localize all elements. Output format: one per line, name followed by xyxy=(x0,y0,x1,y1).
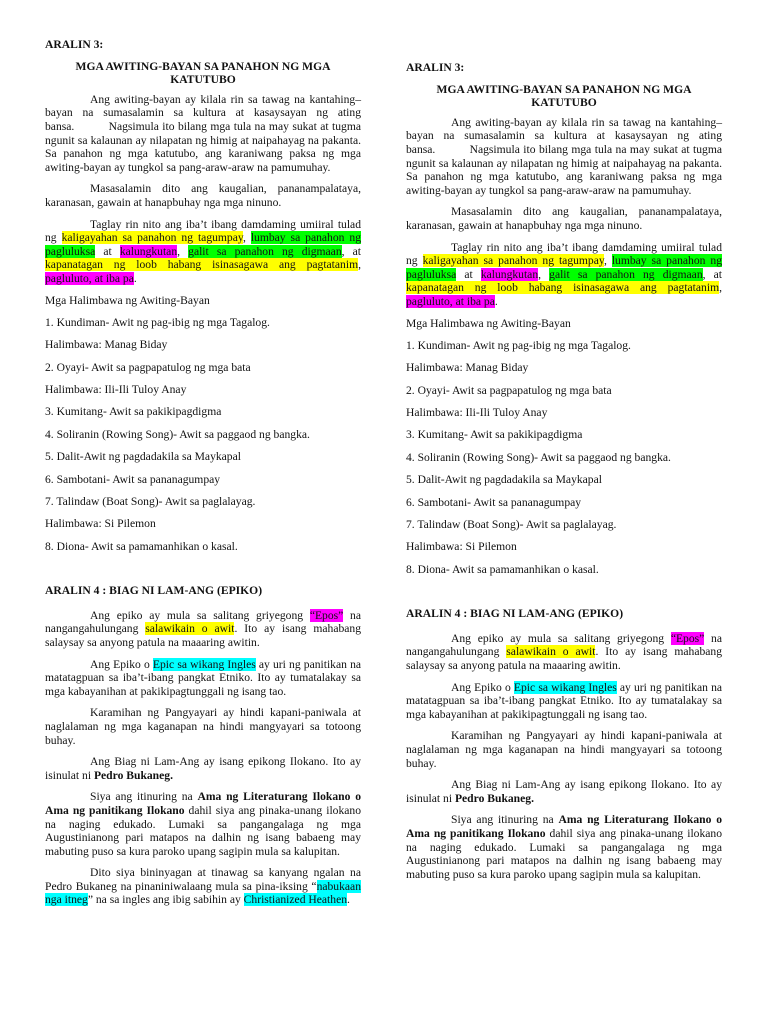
text: Ang Biag ni Lam-Ang ay isang epikong Ilokano. Ito ay isinulat ni xyxy=(406,778,722,805)
highlight-cyan: Epic sa wikang Ingles xyxy=(152,657,256,671)
list-item: 3. Kumitang- Awit sa pakikipagdigma xyxy=(406,428,583,442)
list-item: 8. Diona- Awit sa pamamanhikan o kasal. xyxy=(45,539,238,553)
lesson-3-heading: ARALIN 3: xyxy=(45,38,104,51)
list-item: Halimbawa: Manag Biday xyxy=(406,361,529,375)
highlight-green: lumbay sa panahon ng pagluluksa xyxy=(45,231,362,258)
list-item: Halimbawa: Ili-Ili Tuloy Anay xyxy=(406,406,548,420)
text: Siya ang itinuring na xyxy=(451,813,559,827)
list-item: 1. Kundiman- Awit ng pag-ibig ng mga Tagalog. xyxy=(45,315,270,329)
list-item: 2. Oyayi- Awit sa pagpapatulog ng mga bata xyxy=(45,360,251,374)
paragraph-epic-definition xyxy=(45,658,361,699)
highlight-magenta: pagluluto, at iba pa xyxy=(45,271,134,285)
text: na nangangahulungang xyxy=(406,631,722,659)
text: dahil siya ang pinaka-unang ilokano na naging edukado. Lumaki sa pangangalaga ng mga Augustinianong pari matapos na dalhin ng isang babaeng may mabuting puso sa kura paroko upang sagipin mula sa kalupitan. xyxy=(45,803,361,858)
text: Ang epiko ay mula sa salitang griyegong xyxy=(451,631,671,645)
highlight-yellow: kapanatagan ng loob habang isinasagawa ang pagtatanim xyxy=(406,281,720,295)
paragraph-intro xyxy=(406,116,722,198)
highlight-magenta: kalungkutan xyxy=(480,267,539,281)
highlight-yellow: kaligayahan sa panahon ng tagumpay xyxy=(61,231,243,245)
highlight-magenta: pagluluto, at iba pa xyxy=(406,294,495,308)
paragraph-customs: Masasalamin dito ang kaugalian, pananampalataya, karanasan, gawain at hanapbuhay nga mga ninuno. xyxy=(406,205,722,232)
highlight-yellow: kapanatagan ng loob habang isinasagawa ang pagtatanim xyxy=(45,258,359,272)
highlight-green: lumbay sa panahon ng pagluluksa xyxy=(406,254,723,281)
text: Ang epiko ay mula sa salitang griyegong xyxy=(90,608,310,622)
left-column xyxy=(45,38,361,915)
right-column xyxy=(406,61,722,889)
bold-author: Pedro Bukaneg. xyxy=(454,791,534,805)
list-title: Mga Halimbawa ng Awiting-Bayan xyxy=(406,316,571,330)
paragraph-intro-a: Ang awiting-bayan ay kilala rin sa tawag na kantahing–bayan na sumasalamin sa kultura at kasaysayan ng ating bansa. xyxy=(406,115,722,156)
paragraph-father-of-literature xyxy=(406,813,722,881)
text: , at xyxy=(341,244,361,258)
paragraph-intro-a: Ang awiting-bayan ay kilala rin sa tawag na kantahing–bayan na sumasalamin sa kultura at kasaysayan ng ating bansa. xyxy=(45,92,361,133)
text: , at xyxy=(702,267,722,281)
text: at xyxy=(95,244,120,258)
text: ay uri ng panitikan na matatagpuan sa iba’t-ibang pangkat Etniko. Ito ay tumatalakay sa mga kabayanihan at pakikipagtunggali ng isang tao. xyxy=(406,680,723,721)
text: Dito siya bininyagan at tinawag sa kanyang ngalan na Pedro Bukaneg na pinaniniwalaang mula sa pina-iksing “ xyxy=(45,866,361,893)
list-item: Halimbawa: Ili-Ili Tuloy Anay xyxy=(45,383,187,397)
list-item: 7. Talindaw (Boat Song)- Awit sa paglalayag. xyxy=(45,495,256,509)
lesson-4-heading: ARALIN 4 : BIAG NI LAM-ANG (EPIKO) xyxy=(45,584,263,598)
lesson-3-title: MGA AWITING-BAYAN SA PANAHON NG MGA KATUTUBO xyxy=(436,82,692,110)
list-item: 4. Soliranin (Rowing Song)- Awit sa paggaod ng bangka. xyxy=(45,427,310,441)
highlight-cyan: Christianized Heathen xyxy=(243,893,348,907)
list-item: 4. Soliranin (Rowing Song)- Awit sa paggaod ng bangka. xyxy=(406,450,671,464)
text: Taglay rin nito ang iba’t ibang damdaming umiiral tulad ng xyxy=(406,240,722,268)
paragraph-epic-origin xyxy=(406,632,722,673)
text: , xyxy=(538,267,550,281)
list-item: 7. Talindaw (Boat Song)- Awit sa paglalayag. xyxy=(406,518,617,532)
text: , xyxy=(358,258,361,272)
highlight-yellow: salawikain o awit xyxy=(145,622,235,636)
text: Taglay rin nito ang iba’t ibang damdaming umiiral tulad ng xyxy=(45,217,361,245)
text: ay uri ng panitikan na matatagpuan sa iba’t-ibang pangkat Etniko. Ito ay tumatalakay sa mga kabayanihan at pakikipagtunggali ng isang tao. xyxy=(45,657,362,698)
text: , xyxy=(719,281,722,295)
list-item: 5. Dalit-Awit ng pagdadakila sa Maykapal xyxy=(45,450,241,464)
highlight-yellow: kaligayahan sa panahon ng tagumpay xyxy=(422,254,604,268)
text: . xyxy=(347,893,350,907)
highlight-magenta: “Epos” xyxy=(670,631,705,645)
paragraph-author xyxy=(45,755,361,782)
text: , xyxy=(603,254,612,268)
text: , xyxy=(177,244,189,258)
paragraph-intro xyxy=(45,93,361,175)
text: Ang Epiko o xyxy=(451,680,514,694)
text: ” na sa ingles ang ibig sabihin ay xyxy=(87,893,244,907)
lesson-4-heading: ARALIN 4 : BIAG NI LAM-ANG (EPIKO) xyxy=(406,607,624,621)
list-item: 3. Kumitang- Awit sa pakikipagdigma xyxy=(45,405,222,419)
paragraph-emotions xyxy=(45,218,361,286)
highlight-magenta: “Epos” xyxy=(309,608,344,622)
bold-title: Ama ng Literaturang Ilokano o Ama ng panitikang Ilokano xyxy=(45,790,361,817)
paragraph-customs: Masasalamin dito ang kaugalian, pananampalataya, karanasan, gawain at hanapbuhay nga mga ninuno. xyxy=(45,182,361,209)
lesson-3-heading: ARALIN 3: xyxy=(406,61,465,74)
bold-author: Pedro Bukaneg. xyxy=(93,768,173,782)
highlight-magenta: kalungkutan xyxy=(119,244,178,258)
list-item: 6. Sambotani- Awit sa pananagumpay xyxy=(45,472,221,486)
text: dahil siya ang pinaka-unang ilokano na naging edukado. Lumaki sa pangangalaga ng mga Augustinianong pari matapos na dalhin ng isang babaeng may mabuting puso sa kura paroko upang sagipin mula sa kalupitan. xyxy=(406,826,722,881)
list-item: 2. Oyayi- Awit sa pagpapatulog ng mga bata xyxy=(406,383,612,397)
text: Siya ang itinuring na xyxy=(90,790,198,804)
text: . xyxy=(494,294,498,308)
highlight-green: galit sa panahon ng digmaan xyxy=(549,267,703,281)
text: at xyxy=(456,267,481,281)
paragraph-intro-b: Nagsimula ito bilang mga tula na may sukat at tugma ngunit sa kalaunan ay nilapatan ng himig at naipahayag na pakanta. Sa panahon ng mga katutubo, ang karaniwang paksa ng mga awiting-bayan ay tungkol sa pang-araw-araw na pamumuhay. xyxy=(45,119,361,174)
list-item: Halimbawa: Si Pilemon xyxy=(406,540,517,554)
paragraph-events: Karamihan ng Pangyayari ay hindi kapani-paniwala at naglalaman ng mga kaganapan na hindi mangyayari sa totoong buhay. xyxy=(406,729,722,770)
bold-title: Ama ng Literaturang Ilokano o Ama ng panitikang Ilokano xyxy=(406,813,722,840)
paragraph-intro-b: Nagsimula ito bilang mga tula na may sukat at tugma ngunit sa kalaunan ay nilapatan ng himig at naipahayag na pakanta. Sa panahon ng mga katutubo, ang karaniwang paksa ng mga awiting-bayan ay tungkol sa pang-araw-araw na pamumuhay. xyxy=(406,142,722,197)
list-item: Halimbawa: Manag Biday xyxy=(45,338,168,352)
list-item: 6. Sambotani- Awit sa pananagumpay xyxy=(406,495,582,509)
list-title: Mga Halimbawa ng Awiting-Bayan xyxy=(45,293,210,307)
paragraph-events: Karamihan ng Pangyayari ay hindi kapani-paniwala at naglalaman ng mga kaganapan na hindi mangyayari sa totoong buhay. xyxy=(45,706,361,747)
list-item: 1. Kundiman- Awit ng pag-ibig ng mga Tagalog. xyxy=(406,338,631,352)
paragraph-author xyxy=(406,778,722,805)
paragraph-epic-origin xyxy=(45,609,361,650)
paragraph-father-of-literature xyxy=(45,790,361,858)
paragraph-emotions xyxy=(406,241,722,309)
text: . xyxy=(133,271,137,285)
text: , xyxy=(242,231,251,245)
list-item: Halimbawa: Si Pilemon xyxy=(45,517,156,531)
highlight-cyan: nabukaan nga itneg xyxy=(45,879,361,907)
highlight-green: galit sa panahon ng digmaan xyxy=(188,244,342,258)
list-item: 5. Dalit-Awit ng pagdadakila sa Maykapal xyxy=(406,473,602,487)
lesson-3-title: MGA AWITING-BAYAN SA PANAHON NG MGA KATUTUBO xyxy=(75,59,331,87)
list-item: 8. Diona- Awit sa pamamanhikan o kasal. xyxy=(406,562,599,576)
text: Ang Biag ni Lam-Ang ay isang epikong Ilokano. Ito ay isinulat ni xyxy=(45,755,361,782)
paragraph-baptism xyxy=(45,866,361,907)
paragraph-epic-definition xyxy=(406,681,722,722)
highlight-cyan: Epic sa wikang Ingles xyxy=(513,680,617,694)
highlight-yellow: salawikain o awit xyxy=(506,645,596,659)
text: Ang Epiko o xyxy=(90,657,153,671)
text: . Ito ay isang mahabang salaysay sa anyong patula na maaaring awitin. xyxy=(406,645,723,672)
text: na nangangahulungang xyxy=(45,608,361,636)
text: . Ito ay isang mahabang salaysay sa anyong patula na maaaring awitin. xyxy=(45,622,362,649)
